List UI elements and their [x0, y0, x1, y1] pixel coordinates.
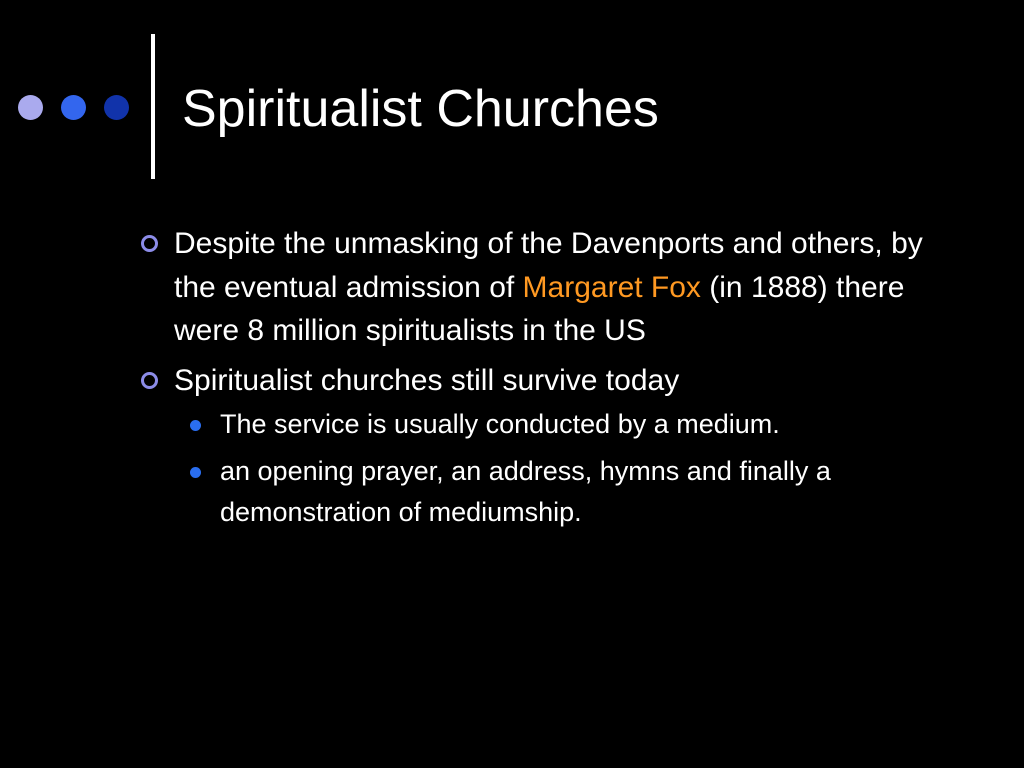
sub-bullet-item-1: [138, 404, 938, 445]
ring-bullet-icon: [141, 235, 158, 252]
slide-title: Spiritualist Churches: [182, 80, 659, 138]
sub-bullet-item-2: [138, 451, 938, 533]
ring-bullet-icon: [141, 372, 158, 389]
bullet-1-text-before: Despite the unmasking of the Davenports and others, by the eventual admission of: [174, 227, 923, 304]
header-dot-3: [104, 95, 129, 120]
header-dot-2: [61, 95, 86, 120]
sub-bullet-1-text: The service is usually conducted by a medium.: [220, 409, 780, 439]
bullet-item-2: [138, 359, 938, 403]
slide-content: [138, 222, 938, 539]
bullet-1-text-after: (in 1888) there were 8 million spiritualists in the US: [174, 270, 905, 347]
bullet-2-text: Spiritualist churches still survive today: [174, 363, 680, 397]
dot-bullet-icon: [190, 420, 201, 431]
header-dot-1: [18, 95, 43, 120]
bullet-item-1: [138, 222, 938, 353]
sub-bullet-2-text: an opening prayer, an address, hymns and finally a demonstration of mediumship.: [220, 456, 831, 527]
bullet-1-highlight: Margaret Fox: [522, 270, 701, 304]
title-divider: [151, 34, 155, 179]
dot-bullet-icon: [190, 467, 201, 478]
